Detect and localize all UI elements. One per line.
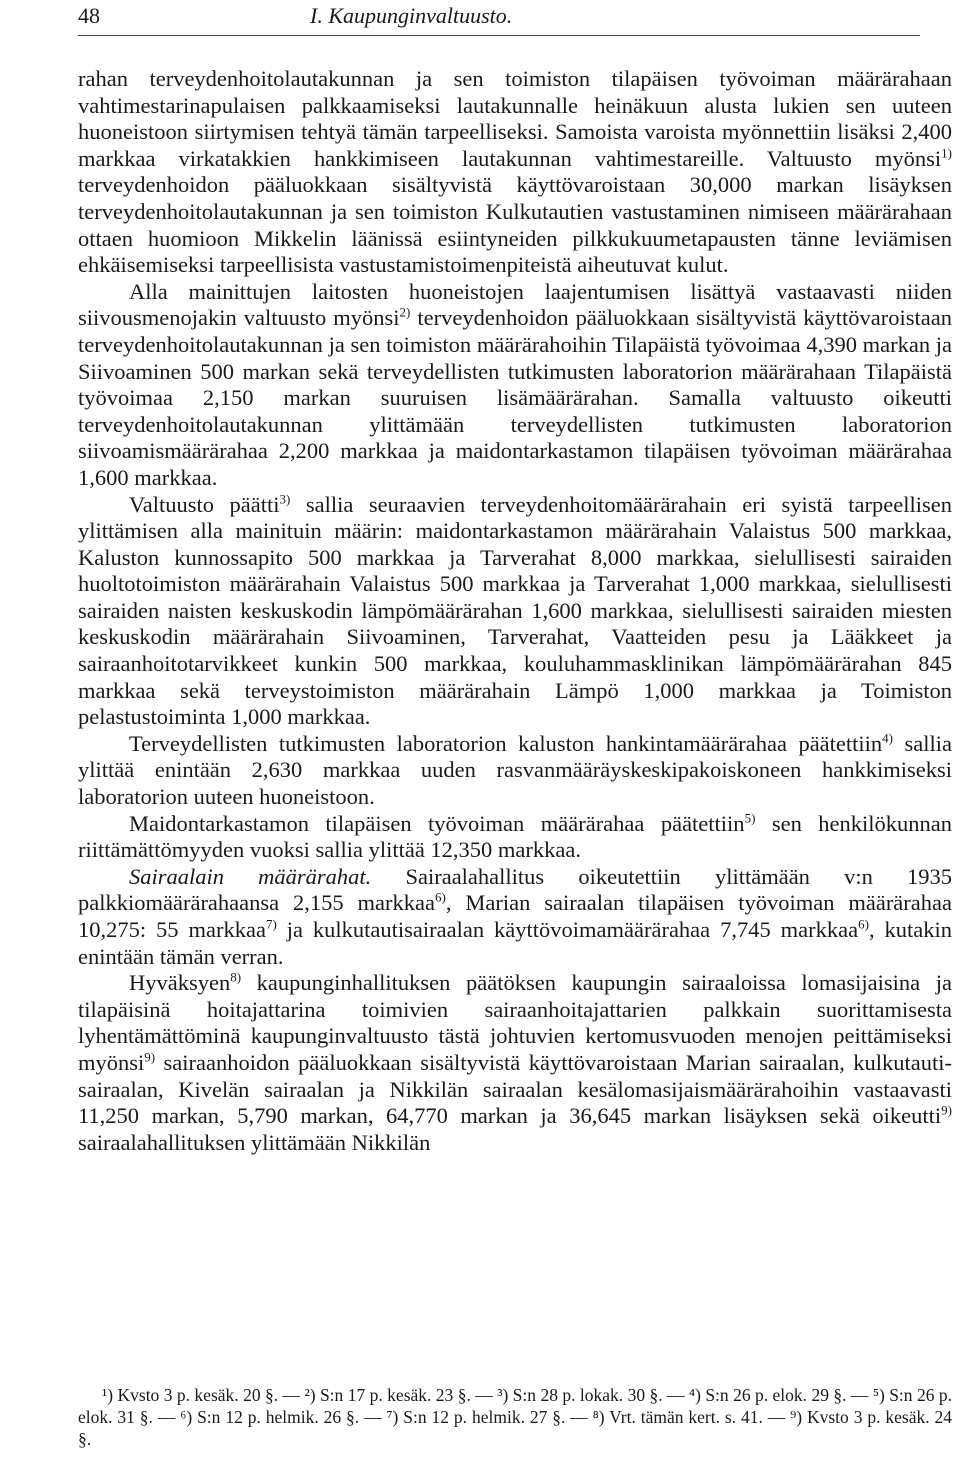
page-header	[78, 0, 920, 34]
footnotes	[78, 1384, 952, 1450]
footnote-ref: 7)	[265, 916, 277, 932]
footnote-ref: 9)	[941, 1102, 952, 1118]
footnote-ref: 9)	[144, 1049, 156, 1065]
paragraph-7: Hyväksyen$^{8)}$ kaupunginhallituksen päätöksen kaupungin sairaaloissa lomasijaisina ja tilapäisinä hoitajattarina toimivien sairaanhoitajattarien palkkain suorittamisesta lyhentämättöminä kaupunginvaltuusto tästä johtuvien kertomusvuoden menojen peittämiseksi myönsi$^{9)}$ sairaanhoidon pääluokkaan sisältyvistä käyttövaroistaan Marian sairaalan, kulkutautisairaalan, Kivelän sairaalan ja Nikkilän sairaalan kesälomasijaismäärärahoihin vastaavasti 11,250 markan, 5,790 markan, 64,770 markan ja 36,645 markan lisäyksen sekä oikeutti$^{9)}$ sairaalahallituksen ylittämään Nikkilän	[78, 969, 952, 1155]
footnote-ref: 5)	[744, 810, 756, 826]
header-rule	[78, 35, 920, 36]
footnote-ref: 6)	[435, 889, 446, 905]
footnote-ref: 1)	[941, 145, 952, 161]
paragraph-4: Terveydellisten tutkimusten laboratorion kaluston hankintamäärärahaa päätettiin$^{4)}$ sallia ylittää enintään 2,630 markkaa uuden rasvanmääräyskeskipakoiskoneen hankkimiseksi laboratorion uuteen huoneistoon.	[78, 730, 952, 810]
section-heading: Sairaalain määrärahat.	[129, 863, 372, 889]
paragraph-3: Valtuusto päätti$^{3)}$ sallia seuraavien terveydenhoitomäärärahain eri syistä tarpeellisen ylittämisen alla mainituin määrin: maidontarkastamon määrärahain Valaistus 500 markkaa, Kaluston kunnossapito 500 markkaa ja Tarverahat 8,000 markkaa, sielullisesti sairaiden huoltotoimiston määrärahain Valaistus 500 markkaa ja Tarverahat 1,000 markkaa, sielullisesti sairaiden naisten keskuskodin lämpömäärärahan 1,600 markkaa, sielullisesti sairaiden miesten keskuskodin määrärahain Siivoaminen, Tarverahat, Vaatteiden pesu ja Lääkkeet ja sairaanhoitotarvikkeet kunkin 500 markkaa, kouluhammasklinikan lämpömäärärahan 845 markkaa sekä terveystoimiston määrärahain Lämpö 1,000 markkaa ja Toimiston pelastustoiminta 1,000 markkaa.	[78, 491, 952, 730]
running-title: I. Kaupunginvaltuusto.	[310, 3, 513, 28]
footnote-ref: 2)	[399, 304, 411, 320]
footnote-ref: 8)	[230, 969, 242, 985]
paragraph-5: Maidontarkastamon tilapäisen työvoiman määrärahaa päätettiin$^{5)}$ sen henkilökunnan riittämättömyyden vuoksi sallia ylittää 12,350 markkaa.	[78, 810, 953, 863]
footnote-ref: 4)	[882, 730, 894, 746]
paragraph-1: rahan terveydenhoitolautakunnan ja sen toimiston tilapäisen työvoiman määrärahaan vahtimestarinapulaisen palkkaamiseksi lautakunnalle heinäkuun alusta lukien sen uuteen huoneistoon siirtymisen tehtyä tämän tarpeelliseksi. Samoista varoista myönnettiin lisäksi 2,400 markkaa virkatakkien hankkimiseen lautakunnan vahtimestareille. Valtuusto myönsi$^{1)}$ terveydenhoidon pääluokkaan sisältyvistä käyttövaroistaan 30,000 markan lisäyksen terveydenhoitolautakunnan ja sen toimiston Kulkutautien vastustaminen nimiseen määrärahaan ottaen huomioon Mikkelin läänissä esiintyneiden pilkkukuumetapausten tänne leviämisen ehkäisemiseksi tarpeellisista vastustamistoimenpiteistä aiheutuvat kulut.	[78, 66, 952, 278]
paragraph-6: Sairaalain määrärahat. Sairaalahallitus oikeutettiin ylittämään v:n 1935 palkkiomäärärahaansa 2,155 markkaa$^{6)}$, Marian sairaalan tilapäisen työvoiman määrärahaa 10,275: 55 markkaa$^{7)}$ ja kulkutautisairaalan käyttövoimamäärärahaa 7,745 markkaa$^{6)}$, kutakin enintään tämän verran.	[78, 863, 952, 969]
page-number: 48	[78, 3, 100, 28]
footnote-text: ¹) Kvsto 3 p. kesäk. 20 §. — ²) S:n 17 p. kesäk. 23 §. — ³) S:n 28 p. lokak. 30 §. — ⁴) S:n 26 p. elok. 29 §. — ⁵) S:n 26 p. elok. 31 §. — ⁶) S:n 12 p. helmik. 26 §. — ⁷) S:n 12 p. helmik. 27 §. — ⁸) Vrt. tämän kert. s. 41. — ⁹) Kvsto 3 p. kesäk. 24 §.	[78, 1385, 952, 1449]
footnote-ref: 3)	[279, 491, 291, 506]
body-text	[78, 66, 952, 1156]
paragraph-2: Alla mainittujen laitosten huoneistojen laajentumisen lisättyä vastaavasti niiden siivousmenojakin valtuusto myönsi$^{2)}$ terveydenhoidon pääluokkaan sisältyvistä käyttövaroistaan terveydenhoitolautakunnan ja sen toimiston määrärahoihin Tilapäistä työvoimaa 4,390 markan ja Siivoaminen 500 markan sekä terveydellisten tutkimusten laboratorion määrärahaan Tilapäistä työvoimaa 2,150 markan suuruisen lisämäärärahan. Samalla valtuusto oikeutti terveydenhoitolautakunnan ylittämään terveydellisten tutkimusten laboratorion siivoamismäärärahaa 2,200 markkaa ja maidontarkastamon tilapäisen työvoiman määrärahaa 1,600 markkaa.	[78, 278, 952, 490]
footnote-ref: 6)	[858, 916, 869, 932]
